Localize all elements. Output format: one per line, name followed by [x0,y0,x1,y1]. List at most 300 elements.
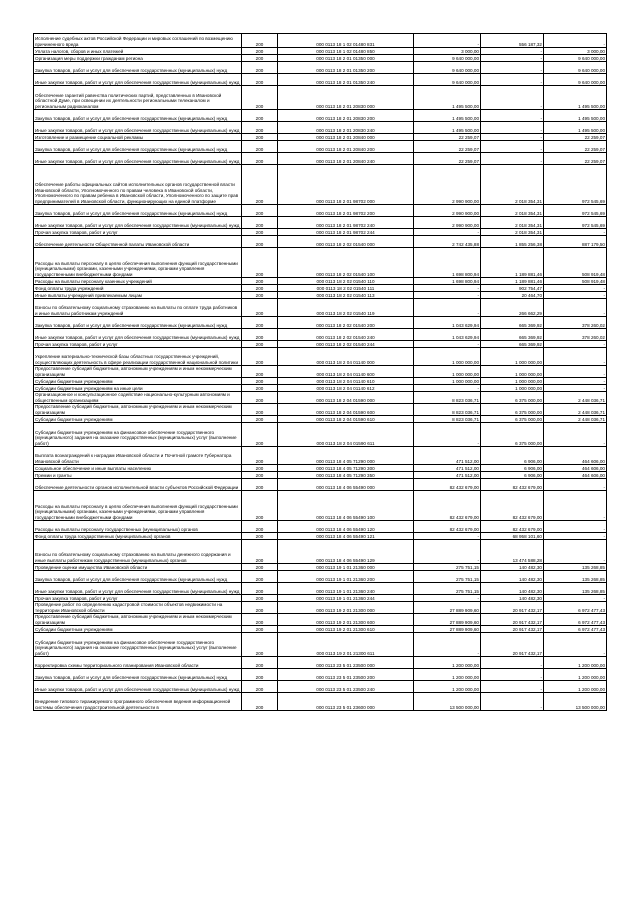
row-line-code: 200 [242,110,278,122]
row-name: Закупка товаров, работ и услуг для обеспечения государственных (муниципальных) нужд [34,669,242,681]
row-name: Субсидии бюджетным учреждениям [34,416,242,423]
row-classification-code: 000 0113 23 5 01 23600 000 [278,693,414,711]
row-name: Фонд оплаты труда учреждений [34,285,242,292]
row-executed-amount: - [481,55,544,62]
row-line-code: 200 [242,236,278,248]
row-name: Прочая закупка товаров, работ и услуг [34,595,242,602]
row-line-code: 200 [242,583,278,595]
row-line-code: 200 [242,595,278,602]
row-classification-code: 000 0113 18 2 01 01350 200 [278,62,414,74]
row-executed-amount: - [481,693,544,711]
table-row [34,491,607,521]
row-line-code: 200 [242,564,278,571]
table-row [34,366,607,378]
row-line-code: 200 [242,423,278,447]
row-line-code: 200 [242,229,278,236]
row-classification-code: 000 0113 19 1 01 21360 000 [278,564,414,571]
table-row [34,378,607,385]
row-unexecuted-amount: 6 972 477,43 [544,614,607,626]
row-line-code: 200 [242,378,278,385]
row-unexecuted-amount: 378 260,02 [544,317,607,329]
row-executed-amount: 68 958 101,60 [481,533,544,540]
row-unexecuted-amount: 972 545,69 [544,205,607,217]
table-row [34,86,607,110]
row-classification-code: 000 0113 18 2 02 01540 111 [278,285,414,292]
row-executed-amount: - [481,141,544,153]
row-classification-code: 000 0113 23 5 01 23500 200 [278,669,414,681]
row-approved-amount: - [414,540,481,564]
row-executed-amount: 6 375 000,00 [481,392,544,404]
table-row [34,681,607,693]
row-unexecuted-amount: - [544,521,607,533]
row-classification-code: 000 0113 18 4 05 71290 300 [278,465,414,472]
row-executed-amount: - [481,669,544,681]
row-line-code: 200 [242,348,278,366]
row-classification-code: 000 0113 18 2 04 01590 611 [278,423,414,447]
row-line-code: 200 [242,299,278,317]
row-classification-code: 000 0113 18 4 05 71290 000 [278,447,414,465]
row-classification-code: 000 0113 18 2 01 20840 240 [278,153,414,165]
row-name: Обеспечение работы официальных сайтов исполнительных органов государственной власти Ивановской области, Уполномоченного по правам человека в Ивановской области, Уполномоченного по правам ребенка в Ивановской области, Уполномоченного по защите прав предпринимателей в Ивановской области, функционирующих на единой платформе [34,165,242,205]
row-classification-code: 000 0113 18 2 01 20830 240 [278,122,414,134]
row-line-code: 200 [242,62,278,74]
row-line-code: 200 [242,317,278,329]
row-name: Прочая закупка товаров, работ и услуг [34,341,242,348]
row-executed-amount: 20 917 432,17 [481,602,544,614]
row-classification-code: 000 0113 18 4 05 71290 350 [278,472,414,479]
row-line-code: 200 [242,55,278,62]
row-classification-code: 000 0113 18 2 01 20830 200 [278,110,414,122]
table-row [34,693,607,711]
row-executed-amount: 1 189 881,46 [481,248,544,278]
row-name: Иные закупки товаров, работ и услуг для обеспечения государственных (муниципальных) нужд [34,329,242,341]
row-name: Субсидии бюджетным учреждениям на иные цели [34,385,242,392]
row-classification-code: 000 0113 18 2 02 01540 244 [278,341,414,348]
row-executed-amount: 140 482,30 [481,571,544,583]
row-classification-code: 000 0113 18 2 02 01540 119 [278,299,414,317]
row-name: Корректировка схемы территориального планирования Ивановской области [34,657,242,669]
table-row [34,571,607,583]
row-line-code: 200 [242,385,278,392]
row-classification-code: 000 0113 19 2 01 21300 611 [278,633,414,657]
row-approved-amount: - [414,533,481,540]
row-unexecuted-amount: - [544,299,607,317]
row-classification-code: 000 0113 18 2 01 20840 200 [278,141,414,153]
row-classification-code: 000 0113 18 2 01 01350 000 [278,55,414,62]
row-approved-amount: 1 000 000,00 [414,348,481,366]
row-unexecuted-amount: - [544,366,607,378]
row-approved-amount: 1 043 629,94 [414,317,481,329]
row-line-code: 200 [242,292,278,299]
row-unexecuted-amount: - [544,479,607,491]
table-row [34,472,607,479]
row-approved-amount: 471 512,00 [414,447,481,465]
row-line-code: 200 [242,165,278,205]
table-row [34,447,607,465]
row-line-code: 200 [242,540,278,564]
table-row [34,633,607,657]
row-unexecuted-amount: 464 606,00 [544,465,607,472]
row-name: Закупка товаров, работ и услуг для обеспечения государственных (муниципальных) нужд [34,317,242,329]
table-row [34,595,607,602]
row-name: Закупка товаров, работ и услуг для обеспечения государственных (муниципальных) нужд [34,571,242,583]
row-classification-code: 000 0113 19 2 01 21300 600 [278,614,414,626]
row-classification-code: 000 0113 19 1 01 21360 240 [278,583,414,595]
table-row [34,285,607,292]
budget-table [33,33,607,711]
row-unexecuted-amount: 9 640 000,00 [544,55,607,62]
row-name: Прочая закупка товаров, работ и услуг [34,229,242,236]
row-name: Уплата налогов, сборов и иных платежей [34,48,242,55]
row-name: Закупка товаров, работ и услуг для обеспечения государственных (муниципальных) нужд [34,141,242,153]
row-name: Внедрение типового тиражируемого программного обеспечения ведения информационной системы обеспечения градостроительной деятельности в [34,693,242,711]
row-approved-amount: 27 889 909,60 [414,626,481,633]
row-name: Укрепление материально-технической базы областных государственных учреждений, осуществляющих деятельность в сфере реализации государственной национальной политики [34,348,242,366]
row-executed-amount: 2 018 354,31 [481,217,544,229]
table-row [34,299,607,317]
row-unexecuted-amount: 2 448 036,71 [544,404,607,416]
row-line-code: 200 [242,285,278,292]
row-executed-amount: 82 432 679,00 [481,521,544,533]
row-line-code: 200 [242,521,278,533]
row-executed-amount: - [481,134,544,141]
row-approved-amount: 3 000,00 [414,48,481,55]
table-row [34,423,607,447]
row-name: Иные закупки товаров, работ и услуг для обеспечения государственных (муниципальных) нужд [34,74,242,86]
row-approved-amount: 2 990 900,00 [414,205,481,217]
row-unexecuted-amount: 2 448 036,71 [544,392,607,404]
row-unexecuted-amount: 135 268,85 [544,583,607,595]
row-approved-amount: 1 043 629,94 [414,329,481,341]
row-approved-amount: 22 259,07 [414,153,481,165]
row-approved-amount: - [414,341,481,348]
row-approved-amount: 1 200 000,00 [414,669,481,681]
row-unexecuted-amount: 2 448 036,71 [544,416,607,423]
row-line-code: 200 [242,657,278,669]
row-line-code: 200 [242,278,278,285]
row-unexecuted-amount: 6 972 477,43 [544,602,607,614]
row-executed-amount: 1 855 256,38 [481,236,544,248]
row-line-code: 200 [242,248,278,278]
row-line-code: 200 [242,141,278,153]
row-name: Проведение работ по определению кадастровой стоимости объектов недвижимости на территории Ивановской области [34,602,242,614]
row-executed-amount: 140 482,30 [481,564,544,571]
row-line-code: 200 [242,86,278,110]
row-executed-amount: - [481,74,544,86]
row-unexecuted-amount: - [544,378,607,385]
table-row [34,564,607,571]
row-unexecuted-amount: - [544,595,607,602]
row-approved-amount: 1 200 000,00 [414,657,481,669]
row-name: Проведение оценки имущества Ивановской области [34,564,242,571]
row-executed-amount: 20 917 432,17 [481,633,544,657]
row-approved-amount: 22 259,07 [414,134,481,141]
table-row [34,153,607,165]
row-executed-amount: - [481,681,544,693]
row-approved-amount: 9 640 000,00 [414,62,481,74]
row-executed-amount: 266 662,29 [481,299,544,317]
row-line-code: 200 [242,472,278,479]
row-line-code: 200 [242,366,278,378]
row-executed-amount: 2 018 354,31 [481,205,544,217]
row-classification-code: 000 0113 18 2 04 01140 600 [278,366,414,378]
table-row [34,55,607,62]
row-classification-code: 000 0113 18 2 02 01540 100 [278,248,414,278]
row-approved-amount: - [414,595,481,602]
row-classification-code: 000 0113 18 2 04 01590 610 [278,416,414,423]
row-classification-code: 000 0113 18 2 01 98702 244 [278,229,414,236]
table-row [34,34,607,48]
row-line-code: 200 [242,34,278,48]
row-executed-amount: 13 474 588,28 [481,540,544,564]
row-unexecuted-amount: 1 495 500,00 [544,110,607,122]
row-approved-amount: 1 495 500,00 [414,110,481,122]
table-row [34,385,607,392]
row-approved-amount: 9 640 000,00 [414,55,481,62]
row-unexecuted-amount: 135 268,85 [544,564,607,571]
row-approved-amount: 13 500 000,00 [414,693,481,711]
row-unexecuted-amount: 1 495 500,00 [544,86,607,110]
row-unexecuted-amount: 508 919,48 [544,248,607,278]
table-row [34,292,607,299]
row-approved-amount: 9 640 000,00 [414,74,481,86]
row-name: Социальное обеспечение и иные выплаты населению [34,465,242,472]
row-name: Предоставление субсидий бюджетным, автономным учреждениям и иным некоммерческим организациям [34,614,242,626]
table-row [34,278,607,285]
row-line-code: 200 [242,153,278,165]
row-name: Иные закупки товаров, работ и услуг для обеспечения государственных (муниципальных) нужд [34,681,242,693]
row-unexecuted-amount: - [544,633,607,657]
row-name: Фонд оплаты труда государственных (муниципальных) органов [34,533,242,540]
row-unexecuted-amount: 1 495 500,00 [544,122,607,134]
row-unexecuted-amount: 378 260,02 [544,329,607,341]
row-line-code: 200 [242,633,278,657]
table-row [34,141,607,153]
table-row [34,479,607,491]
row-approved-amount: 8 823 036,71 [414,392,481,404]
row-line-code: 200 [242,341,278,348]
row-line-code: 200 [242,571,278,583]
row-name: Иные закупки товаров, работ и услуг для обеспечения государственных (муниципальных) нужд [34,122,242,134]
table-row [34,602,607,614]
row-executed-amount: - [481,153,544,165]
row-name: Закупка товаров, работ и услуг для обеспечения государственных (муниципальных) нужд [34,205,242,217]
row-unexecuted-amount: 972 545,69 [544,165,607,205]
table-row [34,614,607,626]
row-unexecuted-amount: 1 200 000,00 [544,669,607,681]
row-name: Премии и гранты [34,472,242,479]
table-row [34,657,607,669]
row-approved-amount: 1 698 800,94 [414,278,481,285]
row-classification-code: 000 0113 18 2 01 20830 000 [278,86,414,110]
row-classification-code: 000 0113 18 2 04 01140 612 [278,385,414,392]
row-classification-code: 000 0113 18 4 06 55490 100 [278,491,414,521]
row-unexecuted-amount: - [544,229,607,236]
row-executed-amount: - [481,657,544,669]
row-executed-amount: 140 482,30 [481,595,544,602]
row-unexecuted-amount: - [544,34,607,48]
row-approved-amount: - [414,385,481,392]
row-name: Закупка товаров, работ и услуг для обеспечения государственных (муниципальных) нужд [34,62,242,74]
row-unexecuted-amount: - [544,533,607,540]
row-name: Иные закупки товаров, работ и услуг для обеспечения государственных (муниципальных) нужд [34,153,242,165]
table-row [34,165,607,205]
row-approved-amount: - [414,285,481,292]
table-row [34,74,607,86]
table-row [34,110,607,122]
row-unexecuted-amount: 887 179,50 [544,236,607,248]
row-unexecuted-amount: 9 640 000,00 [544,62,607,74]
row-line-code: 200 [242,465,278,472]
table-row [34,329,607,341]
table-row [34,317,607,329]
table-row [34,205,607,217]
row-approved-amount: 1 000 000,00 [414,378,481,385]
row-unexecuted-amount: 508 919,48 [544,278,607,285]
row-line-code: 200 [242,217,278,229]
row-approved-amount: 82 432 679,00 [414,479,481,491]
table-row [34,392,607,404]
row-name: Обеспечение деятельности органов исполнительной власти субъектов Российской Федерации [34,479,242,491]
row-approved-amount: 1 495 500,00 [414,122,481,134]
row-classification-code: 000 0113 19 2 01 21300 610 [278,626,414,633]
row-name: Иные выплаты учреждений привлекаемым лицам [34,292,242,299]
row-line-code: 200 [242,329,278,341]
table-row [34,465,607,472]
row-approved-amount: 471 512,00 [414,472,481,479]
row-name: Изготовление и размещение социальной рекламы [34,134,242,141]
row-approved-amount: 27 889 909,60 [414,602,481,614]
row-executed-amount: 1 189 881,46 [481,278,544,285]
row-name: Закупка товаров, работ и услуг для обеспечения государственных (муниципальных) нужд [34,110,242,122]
row-line-code: 200 [242,626,278,633]
row-line-code: 200 [242,602,278,614]
row-executed-amount: - [481,86,544,110]
row-classification-code: 000 0113 18 4 06 55490 129 [278,540,414,564]
row-name: Иные закупки товаров, работ и услуг для обеспечения государственных (муниципальных) нужд [34,217,242,229]
row-approved-amount: - [414,633,481,657]
row-approved-amount: 22 259,07 [414,141,481,153]
row-approved-amount: - [414,229,481,236]
row-executed-amount: - [481,48,544,55]
row-name: Предоставление субсидий бюджетным, автономным учреждениям и иным некоммерческим организациям [34,404,242,416]
row-executed-amount: 140 482,30 [481,583,544,595]
row-line-code: 200 [242,122,278,134]
row-name: Организация меры поддержки гражданам региона [34,55,242,62]
row-name: Обеспечение деятельности Общественной палаты Ивановской области [34,236,242,248]
row-classification-code: 000 0113 19 1 01 21360 244 [278,595,414,602]
row-executed-amount: 20 917 432,17 [481,626,544,633]
row-approved-amount: 275 751,15 [414,571,481,583]
table-row [34,48,607,55]
row-approved-amount: 1 495 500,00 [414,86,481,110]
row-executed-amount: 6 375 000,00 [481,423,544,447]
row-name: Выплата вознаграждений к наградам Ивановской области и Почетной грамоте Губернатора Ивановской области [34,447,242,465]
row-approved-amount: 2 742 435,88 [414,236,481,248]
row-executed-amount: 20 917 432,17 [481,614,544,626]
row-executed-amount: 2 018 354,31 [481,165,544,205]
row-name: Расходы на выплаты персоналу в целях обеспечения выполнения функций государственными (муниципальными) органами, казенными учреждениями, органами управления государственными внебюджетными фондами [34,491,242,521]
row-name: Расходы на выплаты персоналу казенных учреждений [34,278,242,285]
row-name: Организационное и консультационное содействие национально-культурным автономиям и общественным организациям [34,392,242,404]
row-classification-code: 000 0113 18 2 04 01590 000 [278,392,414,404]
table-row [34,134,607,141]
row-executed-amount: - [481,122,544,134]
row-classification-code: 000 0113 18 2 02 01540 240 [278,329,414,341]
row-classification-code: 000 0113 18 2 04 01140 000 [278,348,414,366]
row-classification-code: 000 0113 18 2 04 01590 600 [278,404,414,416]
row-name: Субсидии бюджетным учреждениям [34,378,242,385]
row-name: Расходы на выплаты персоналу государственных (муниципальных) органов [34,521,242,533]
row-unexecuted-amount: - [544,341,607,348]
row-name: Субсидии бюджетным учреждениям на финансовое обеспечение государственного (муниципального) задания на оказание государственных (муниципальных) услуг (выполнение работ) [34,633,242,657]
row-name: Предоставление субсидий бюджетным, автономным учреждениям и иным некоммерческим организациям [34,366,242,378]
row-executed-amount: 1 000 000,00 [481,348,544,366]
row-classification-code: 000 0113 18 2 01 20840 000 [278,134,414,141]
row-approved-amount: 2 990 900,00 [414,217,481,229]
row-unexecuted-amount: 6 972 477,43 [544,626,607,633]
row-name: Взносы по обязательному социальному страхованию на выплаты денежного содержания и иные выплаты работникам государственных (муниципальных) органов [34,540,242,564]
table-row [34,122,607,134]
row-approved-amount: 275 751,15 [414,583,481,595]
row-unexecuted-amount: 22 259,07 [544,141,607,153]
row-unexecuted-amount: 464 606,00 [544,447,607,465]
table-row [34,626,607,633]
table-row [34,248,607,278]
row-name: Обеспечение гарантий равенства политических партий, представленных в Ивановской областной Думе, при освещении их деятельности региональными телеканалом и региональным радиоканалом [34,86,242,110]
row-unexecuted-amount: - [544,348,607,366]
row-executed-amount: 6 906,00 [481,447,544,465]
row-line-code: 200 [242,48,278,55]
row-approved-amount: 1 200 000,00 [414,681,481,693]
row-line-code: 200 [242,669,278,681]
table-row [34,229,607,236]
table-row [34,533,607,540]
row-classification-code: 000 0113 18 4 06 55490 120 [278,521,414,533]
row-approved-amount: 82 432 679,00 [414,521,481,533]
row-line-code: 200 [242,392,278,404]
row-approved-amount: 1 000 000,00 [414,366,481,378]
row-approved-amount: 27 889 909,60 [414,614,481,626]
row-line-code: 200 [242,205,278,217]
table-row [34,348,607,366]
row-approved-amount: 2 990 900,00 [414,165,481,205]
row-executed-amount: 902 754,47 [481,285,544,292]
row-executed-amount: 1 000 000,00 [481,366,544,378]
row-line-code: 200 [242,416,278,423]
row-approved-amount: 8 823 036,71 [414,416,481,423]
row-unexecuted-amount: 9 640 000,00 [544,74,607,86]
table-row [34,404,607,416]
row-line-code: 200 [242,134,278,141]
row-unexecuted-amount: 972 545,69 [544,217,607,229]
row-approved-amount: 471 512,00 [414,465,481,472]
row-approved-amount: - [414,299,481,317]
row-executed-amount: 556 187,32 [481,34,544,48]
row-executed-amount: 1 000 000,00 [481,385,544,392]
row-unexecuted-amount: 22 259,07 [544,134,607,141]
row-executed-amount: 6 906,00 [481,465,544,472]
row-classification-code: 000 0113 18 2 04 01140 610 [278,378,414,385]
row-executed-amount: 2 018 354,31 [481,229,544,236]
row-approved-amount: - [414,423,481,447]
row-unexecuted-amount: 464 606,00 [544,472,607,479]
row-classification-code: 000 0113 19 1 01 21360 200 [278,571,414,583]
row-classification-code: 000 0113 18 4 06 55490 000 [278,479,414,491]
row-name: Субсидии бюджетным учреждениям [34,626,242,633]
row-approved-amount: 275 751,15 [414,564,481,571]
row-classification-code: 000 0113 23 5 01 23500 240 [278,681,414,693]
